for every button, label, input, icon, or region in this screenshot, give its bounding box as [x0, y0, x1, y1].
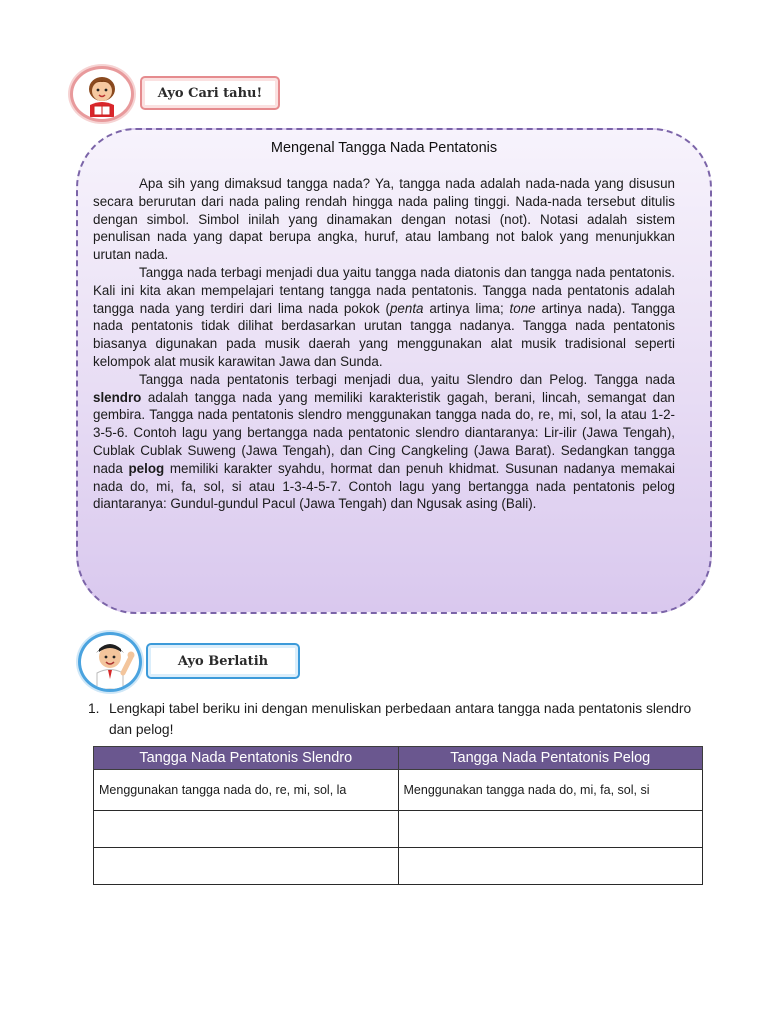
header-slendro: Tangga Nada Pentatonis Slendro — [94, 747, 399, 770]
table-cell-pelog[interactable] — [398, 848, 703, 885]
exercise-item — [88, 698, 708, 740]
info-paragraph-2: Tangga nada terbagi menjadi dua yaitu tangga nada diatonis dan tangga nada pentatonis. Kali ini kita akan mempelajari tentang tangga nada pentatonis. Tangga nada pentatonis adalah tangga nada yang terdiri dari lima nada pokok (penta artinya lima; tone artinya nada). Tangga nada pentatonis tidak dilihat berdasarkan urutan tangga nadanya. Tangga nada pentatonis biasanya digunakan pada musik daerah yang menggunakan alat musik tradisional seperti kelompok alat musik karawitan Jawa dan Sunda. — [93, 264, 676, 369]
info-title: Mengenal Tangga Nada Pentatonis — [270, 140, 498, 156]
table-row — [94, 770, 703, 811]
girl-reading-icon — [70, 66, 134, 122]
info-paragraph-3: Tangga nada pentatonis terbagi menjadi dua, yaitu Slendro dan Pelog. Tangga nada slendro adalah tangga nada yang memiliki karakteristik gagah, berani, lincah, semangat dan gembira. Tangga nada pentatonis slendro menggunakan tangga nada do, re, mi, sol, la atau 1-2-3-5-6. Contoh lagu yang bertangga nada pentatonic slendro diantaranya: Lir-ilir (Jawa Tengah), Cublak Cublak Suweng (Jawa Tengah), dan Cing Cangkeling (Jawa Barat). Sedangkan tangga nada pelog memiliki karakter syahdu, hormat dan penuh khidmat. Susunan nadanya memakai nada do, mi, fa, sol, si atau 1-3-4-5-7. Contoh lagu yang bertangga nada pentatonis pelog diantaranya: Gundul-gundul Pacul (Jawa Tengah) dan Ngusak asing (Bali). — [93, 371, 675, 512]
table-cell-pelog: Menggunakan tangga nada do, mi, fa, sol, si — [398, 770, 703, 811]
table-cell-slendro[interactable] — [94, 848, 399, 885]
difference-table — [93, 746, 703, 885]
ayo-berlatih-badge — [78, 632, 308, 694]
header-pelog: Tangga Nada Pentatonis Pelog — [398, 747, 703, 770]
table-cell-slendro: Menggunakan tangga nada do, re, mi, sol, la — [94, 770, 399, 811]
exercise-number: 1. — [88, 701, 100, 716]
ayo-berlatih-label: Ayo Berlatih — [146, 643, 300, 679]
info-text — [93, 175, 675, 513]
ayo-cari-tahu-label: Ayo Cari tahu! — [140, 76, 280, 110]
table-cell-slendro[interactable] — [94, 811, 399, 848]
ayo-cari-tahu-badge — [70, 66, 285, 124]
exercise-instruction: Lengkapi tabel beriku ini dengan menuliskan perbedaan antara tangga nada pentatonis slendro dan pelog! — [109, 701, 692, 737]
table-header-row — [94, 747, 703, 770]
table-row — [94, 811, 703, 848]
info-paragraph-1: Apa sih yang dimaksud tangga nada? Ya, tangga nada adalah nada-nada yang disusun secara berurutan dari nada paling rendah hingga nada paling tinggi. Nada-nada tersebut ditulis dengan simbol. Simbol inilah yang dinamakan dengan notasi (not). Notasi adalah sistem penulisan nada yang dapat berupa angka, huruf, atau lambang not balok yang menunjukkan urutan nada. — [93, 176, 675, 263]
table-row — [94, 848, 703, 885]
boy-waving-icon — [78, 632, 142, 692]
table-cell-pelog[interactable] — [398, 811, 703, 848]
